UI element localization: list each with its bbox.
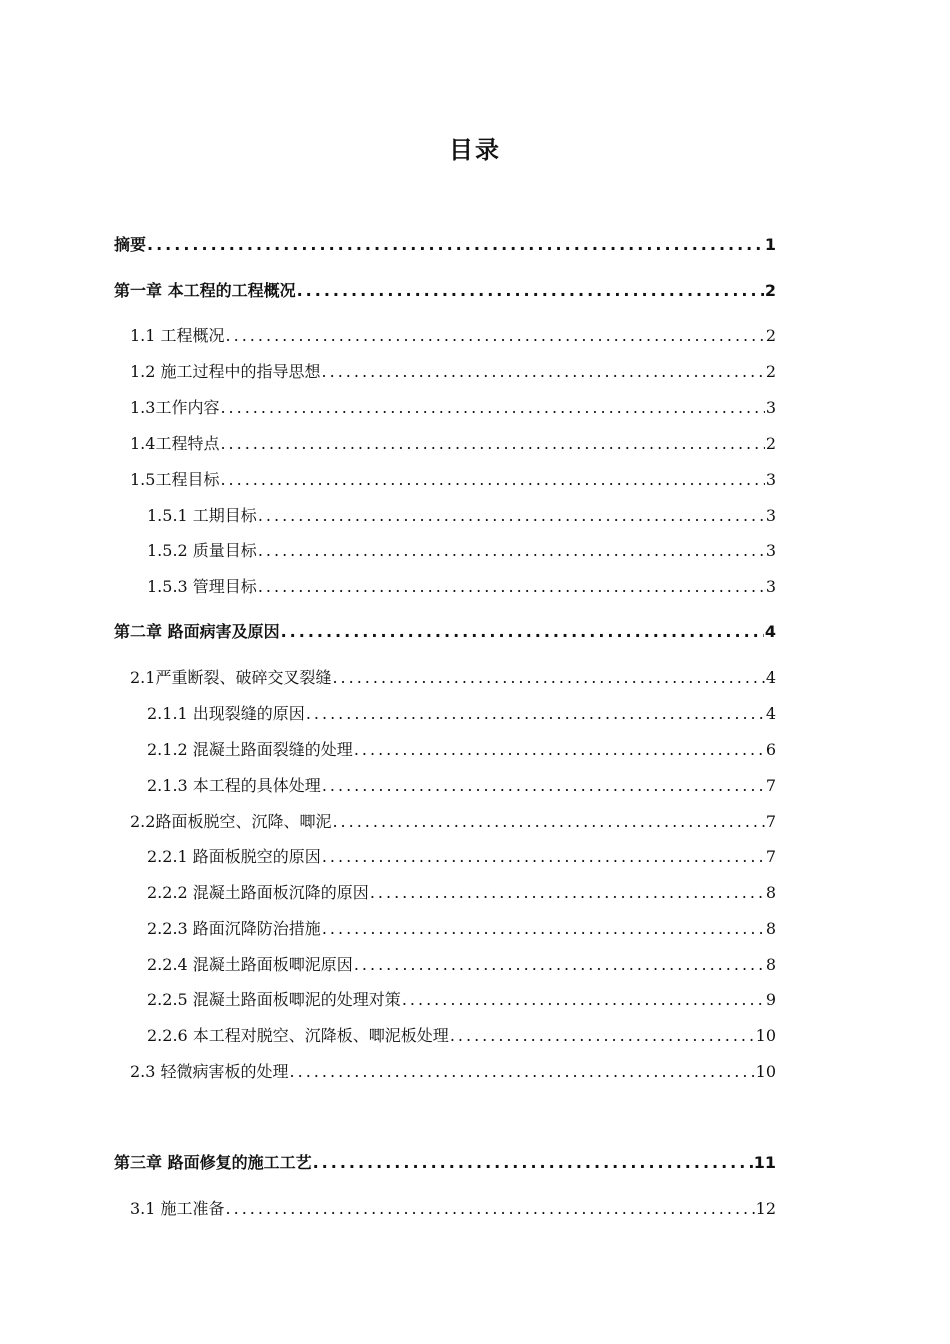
toc-entry-page-number: 7 <box>765 847 776 866</box>
toc-entry-page-number: 4 <box>765 704 776 723</box>
toc-entry-label: 2.2.1 路面板脱空的原因 <box>147 847 321 866</box>
toc-entry[interactable] <box>114 1152 776 1174</box>
toc-entry-label: 2.2.6 本工程对脱空、沉降板、唧泥板处理 <box>147 1026 449 1045</box>
toc-entry[interactable] <box>147 989 776 1011</box>
toc-entry[interactable] <box>147 576 776 598</box>
toc-dot-leader <box>354 739 765 761</box>
toc-dot-leader <box>402 989 765 1011</box>
toc-entry-page-number: 4 <box>765 668 776 687</box>
toc-entry-label: 第一章 本工程的工程概况 <box>114 281 296 300</box>
toc-entry-label: 2.1.2 混凝土路面裂缝的处理 <box>147 740 353 759</box>
toc-entry-page-number: 10 <box>755 1026 776 1045</box>
toc-dot-leader <box>226 325 765 347</box>
toc-entry-label: 2.2.2 混凝土路面板沉降的原因 <box>147 883 369 902</box>
toc-entry[interactable] <box>130 811 776 833</box>
toc-entry[interactable] <box>147 1025 776 1047</box>
toc-entry[interactable] <box>130 667 776 689</box>
toc-dot-leader <box>322 846 765 868</box>
toc-entry[interactable] <box>114 621 776 643</box>
toc-entry-label: 1.3工作内容 <box>130 398 220 417</box>
toc-dot-leader <box>322 361 765 383</box>
toc-dot-leader <box>370 882 765 904</box>
toc-dot-leader <box>258 505 765 527</box>
toc-dot-leader <box>258 576 765 598</box>
toc-entry-label: 1.5工程目标 <box>130 470 220 489</box>
toc-dot-leader <box>354 954 765 976</box>
toc-entry[interactable] <box>147 540 776 562</box>
toc-entry-label: 2.2路面板脱空、沉降、唧泥 <box>130 812 332 831</box>
toc-entry-page-number: 11 <box>753 1153 776 1172</box>
toc-entry[interactable] <box>130 469 776 491</box>
toc-dot-leader <box>332 811 764 833</box>
toc-entry-page-number: 8 <box>765 919 776 938</box>
toc-entry-page-number: 12 <box>755 1199 776 1218</box>
toc-entry-label: 摘要 <box>114 235 147 254</box>
toc-dot-leader <box>220 469 764 491</box>
toc-entry-label: 1.5.3 管理目标 <box>147 577 257 596</box>
toc-dot-leader <box>313 1152 753 1174</box>
toc-dot-leader <box>258 540 765 562</box>
toc-dot-leader <box>306 703 765 725</box>
toc-entry-page-number: 10 <box>755 1062 776 1081</box>
toc-entry-label: 第二章 路面病害及原因 <box>114 622 280 641</box>
toc-entry-label: 1.1 工程概况 <box>130 326 225 345</box>
toc-dot-leader <box>322 775 765 797</box>
toc-entry-label: 2.3 轻微病害板的处理 <box>130 1062 289 1081</box>
toc-entry[interactable] <box>130 1061 776 1083</box>
toc-entry[interactable] <box>130 1198 776 1220</box>
toc-entry-page-number: 7 <box>765 812 776 831</box>
toc-entry[interactable] <box>130 325 776 347</box>
toc-entry-label: 第三章 路面修复的施工工艺 <box>114 1153 312 1172</box>
toc-entry-page-number: 3 <box>765 506 776 525</box>
toc-dot-leader <box>297 280 764 302</box>
toc-entry-page-number: 1 <box>764 235 776 254</box>
toc-dot-leader <box>290 1061 755 1083</box>
toc-entry[interactable] <box>147 954 776 976</box>
toc-entry-label: 2.1.3 本工程的具体处理 <box>147 776 321 795</box>
toc-dot-leader <box>220 397 764 419</box>
toc-entry-label: 2.1严重断裂、破碎交叉裂缝 <box>130 668 332 687</box>
toc-entry-page-number: 2 <box>765 326 776 345</box>
toc-dot-leader <box>281 621 764 643</box>
toc-entry-page-number: 3 <box>765 470 776 489</box>
toc-dot-leader <box>226 1198 755 1220</box>
toc-entry-page-number: 2 <box>764 281 776 300</box>
toc-entry-page-number: 8 <box>765 955 776 974</box>
toc-entry[interactable] <box>114 234 776 256</box>
toc-entry-page-number: 4 <box>764 622 776 641</box>
toc-entry[interactable] <box>130 433 776 455</box>
toc-entry[interactable] <box>114 280 776 302</box>
toc-dot-leader <box>322 918 765 940</box>
toc-entry[interactable] <box>147 918 776 940</box>
toc-entry[interactable] <box>147 505 776 527</box>
toc-dot-leader <box>220 433 764 455</box>
toc-dot-leader <box>450 1025 755 1047</box>
toc-dot-leader <box>332 667 764 689</box>
toc-entry-page-number: 3 <box>765 541 776 560</box>
toc-entry-label: 1.2 施工过程中的指导思想 <box>130 362 321 381</box>
toc-entry[interactable] <box>130 361 776 383</box>
toc-entry-page-number: 2 <box>765 362 776 381</box>
toc-entry[interactable] <box>147 775 776 797</box>
toc-entry[interactable] <box>147 739 776 761</box>
toc-entry-label: 1.5.2 质量目标 <box>147 541 257 560</box>
toc-entry-label: 2.2.3 路面沉降防治措施 <box>147 919 321 938</box>
page-title: 目录 <box>449 136 501 164</box>
toc-entry[interactable] <box>147 846 776 868</box>
toc-dot-leader <box>147 234 764 256</box>
toc-entry[interactable] <box>147 882 776 904</box>
toc-entry-page-number: 6 <box>765 740 776 759</box>
toc-entry[interactable] <box>147 703 776 725</box>
toc-entry[interactable] <box>130 397 776 419</box>
toc-entry-label: 3.1 施工准备 <box>130 1199 225 1218</box>
toc-entry-page-number: 3 <box>765 577 776 596</box>
toc-entry-label: 2.2.4 混凝土路面板唧泥原因 <box>147 955 353 974</box>
toc-entry-label: 2.1.1 出现裂缝的原因 <box>147 704 305 723</box>
toc-entry-page-number: 3 <box>765 398 776 417</box>
toc-entry-label: 1.4工程特点 <box>130 434 220 453</box>
toc-entry-label: 2.2.5 混凝土路面板唧泥的处理对策 <box>147 990 401 1009</box>
toc-entry-page-number: 7 <box>765 776 776 795</box>
toc-entry-page-number: 9 <box>765 990 776 1009</box>
toc-entry-page-number: 2 <box>765 434 776 453</box>
toc-entry-label: 1.5.1 工期目标 <box>147 506 257 525</box>
toc-entry-page-number: 8 <box>765 883 776 902</box>
